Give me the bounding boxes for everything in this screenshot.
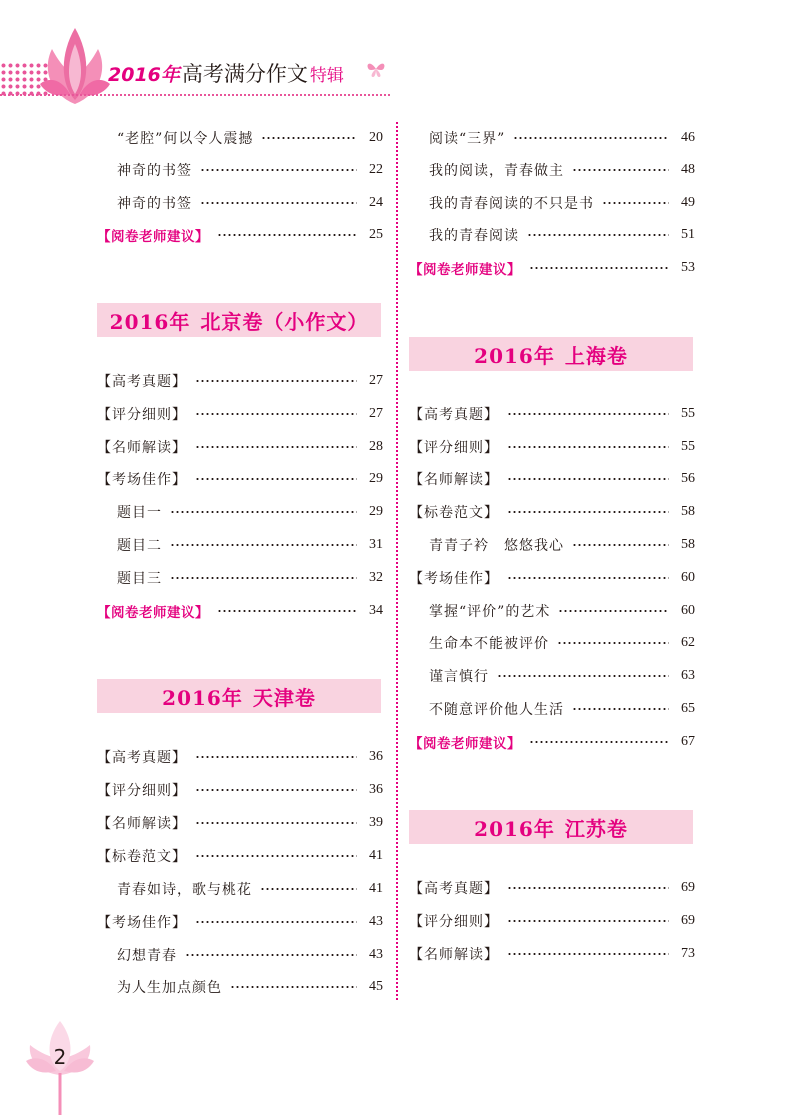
header-title-suffix: 特辑 (309, 66, 344, 86)
toc-entry[interactable] (97, 466, 383, 492)
header-main-title: 高考满分作文 (181, 62, 308, 86)
page-header (0, 0, 790, 110)
toc-entry-page: 20 (369, 130, 383, 145)
toc-entry[interactable] (409, 663, 695, 689)
toc-entry-page: 48 (681, 162, 695, 177)
toc-entry[interactable] (409, 565, 695, 591)
column-divider (396, 122, 398, 1000)
toc-entry[interactable] (97, 125, 383, 151)
toc-entry-page: 62 (681, 635, 695, 650)
toc-entry-page: 36 (369, 749, 383, 764)
toc-entry-page: 27 (369, 373, 383, 388)
dot-leader (507, 476, 669, 482)
toc-entry-title: “老腔”何以令人震撼 (117, 131, 254, 147)
dot-leader (513, 135, 669, 141)
toc-entry[interactable] (97, 974, 383, 1000)
toc-entry-page: 46 (681, 130, 695, 145)
toc-entry[interactable] (97, 909, 383, 935)
toc-entry-page: 63 (681, 668, 695, 683)
toc-entry[interactable] (97, 744, 383, 770)
toc-entry[interactable] (97, 565, 383, 591)
toc-entry-title: 神奇的书签 (117, 196, 192, 212)
toc-entry-page: 58 (681, 537, 695, 552)
toc-entry-page: 73 (681, 946, 695, 961)
toc-entry-advice[interactable] (409, 255, 695, 281)
toc-entry-page: 29 (369, 471, 383, 486)
toc-entry[interactable] (409, 401, 695, 427)
dot-leader (572, 167, 669, 173)
toc-entry[interactable] (97, 810, 383, 836)
toc-entry-title: 生命本不能被评价 (429, 636, 549, 652)
toc-entry-title: 【高考真题】 (409, 407, 499, 423)
toc-entry[interactable] (97, 843, 383, 869)
dot-leader (507, 918, 669, 924)
dot-leader (572, 706, 669, 712)
toc-entry-page: 69 (681, 880, 695, 895)
dot-leader (217, 232, 357, 238)
toc-entry-title: 【阅卷老师建议】 (409, 736, 521, 752)
toc-entry[interactable] (97, 434, 383, 460)
dot-leader (195, 820, 357, 826)
toc-entry-title: 【高考真题】 (409, 881, 499, 897)
dot-leader (195, 378, 357, 384)
dot-leader (507, 444, 669, 450)
toc-entry-page: 45 (369, 979, 383, 994)
toc-entry-page: 41 (369, 881, 383, 896)
toc-entry[interactable] (409, 157, 695, 183)
section-year: 2016年 (109, 309, 191, 334)
dot-leader (195, 411, 357, 417)
toc-entry-page: 31 (369, 537, 383, 552)
toc-entry-page: 25 (369, 227, 383, 242)
toc-entry-page: 69 (681, 913, 695, 928)
dot-leader (230, 984, 357, 990)
toc-entry-page: 55 (681, 406, 695, 421)
toc-entry-page: 60 (681, 570, 695, 585)
toc-entry[interactable] (97, 876, 383, 902)
toc-entry-title: 【阅卷老师建议】 (97, 229, 209, 245)
toc-entry-page: 65 (681, 701, 695, 716)
toc-entry-title: 不随意评价他人生活 (429, 702, 564, 718)
toc-entry[interactable] (409, 598, 695, 624)
section-name: 天津卷 (252, 685, 316, 710)
toc-entry-title: 【考场佳作】 (97, 915, 187, 931)
toc-entry-title: 为人生加点颜色 (117, 980, 222, 996)
toc-entry-title: 【评分细则】 (97, 783, 187, 799)
toc-entry-page: 27 (369, 406, 383, 421)
dot-leader (507, 575, 669, 581)
toc-entry-title: 幻想青春 (117, 948, 177, 964)
dot-leader (507, 509, 669, 515)
toc-entry-page: 53 (681, 260, 695, 275)
toc-entry-title: 我的青春阅读 (429, 228, 519, 244)
toc-entry[interactable] (409, 875, 695, 901)
toc-entry-advice[interactable] (97, 598, 383, 624)
toc-entry-title: 【评分细则】 (97, 407, 187, 423)
toc-entry-page: 56 (681, 471, 695, 486)
toc-entry[interactable] (409, 908, 695, 934)
toc-entry[interactable] (409, 434, 695, 460)
toc-entry-page: 39 (369, 815, 383, 830)
dot-leader (217, 608, 357, 614)
toc-entry-title: 题目三 (117, 571, 162, 587)
toc-entry[interactable] (409, 696, 695, 722)
toc-entry-title: 【名师解读】 (409, 472, 499, 488)
dot-leader (507, 411, 669, 417)
toc-entry-title: 题目一 (117, 505, 162, 521)
toc-entry-page: 43 (369, 914, 383, 929)
toc-entry[interactable] (97, 368, 383, 394)
dot-leader (497, 673, 669, 679)
toc-entry-title: 掌握“评价”的艺术 (429, 604, 551, 620)
toc-entry[interactable] (97, 942, 383, 968)
toc-entry[interactable] (409, 125, 695, 151)
section-heading-tianjin (97, 679, 381, 713)
toc-entry-title: 【考场佳作】 (97, 472, 187, 488)
toc-entry-page: 29 (369, 504, 383, 519)
dot-leader (170, 542, 357, 548)
dot-leader (260, 886, 357, 892)
toc-entry-title: 谨言慎行 (429, 669, 489, 685)
toc-entry-title: 【名师解读】 (97, 816, 187, 832)
toc-entry-title: 【阅卷老师建议】 (409, 262, 521, 278)
toc-entry[interactable] (97, 157, 383, 183)
toc-entry[interactable] (409, 466, 695, 492)
toc-entry-title: 【名师解读】 (97, 440, 187, 456)
dot-leader (507, 885, 669, 891)
toc-entry-page: 67 (681, 734, 695, 749)
dot-leader (529, 739, 669, 745)
toc-entry-title: 【高考真题】 (97, 750, 187, 766)
toc-entry-title: 我的青春阅读的不只是书 (429, 196, 594, 212)
toc-entry[interactable] (97, 777, 383, 803)
toc-entry-title: 题目二 (117, 538, 162, 554)
toc-entry-title: 【标卷范文】 (97, 849, 187, 865)
section-year: 2016年 (474, 816, 555, 841)
dot-leader (195, 853, 357, 859)
dot-leader (261, 135, 357, 141)
toc-entry-advice[interactable] (409, 729, 695, 755)
toc-entry-title: 【评分细则】 (409, 914, 499, 930)
section-year: 2016年 (162, 685, 243, 710)
toc-entry-title: 【考场佳作】 (409, 571, 499, 587)
section-year: 2016年 (474, 343, 555, 368)
section-heading-shanghai (409, 337, 693, 371)
toc-entry-title: 【阅卷老师建议】 (97, 605, 209, 621)
dot-leader (170, 575, 357, 581)
toc-entry[interactable] (409, 630, 695, 656)
dot-leader (195, 754, 357, 760)
toc-entry-title: 阅读“三界” (429, 131, 506, 147)
toc-entry[interactable] (97, 499, 383, 525)
toc-entry-page: 58 (681, 504, 695, 519)
toc-entry[interactable] (409, 941, 695, 967)
dot-leader (602, 200, 669, 206)
toc-entry-page: 49 (681, 195, 695, 210)
toc-entry-page: 43 (369, 947, 383, 962)
toc-entry-title: 神奇的书签 (117, 163, 192, 179)
toc-entry-title: 我的阅读，青春做主 (429, 163, 564, 179)
toc-entry-page: 51 (681, 227, 695, 242)
dot-leader (529, 265, 669, 271)
header-dotted-line (0, 94, 390, 96)
toc-entry-title: 【评分细则】 (409, 440, 499, 456)
section-name: 北京卷（小作文） (200, 309, 369, 334)
dot-leader (557, 640, 669, 646)
toc-entry-title: 青春如诗，歌与桃花 (117, 882, 252, 898)
header-title (108, 58, 344, 92)
toc-entry[interactable] (409, 190, 695, 216)
toc-entry-page: 41 (369, 848, 383, 863)
dot-leader (195, 787, 357, 793)
toc-entry-title: 青青子衿 悠悠我心 (429, 538, 564, 554)
section-heading-jiangsu (409, 810, 693, 844)
section-heading-beijing (97, 303, 381, 337)
dot-leader (195, 444, 357, 450)
toc-entry-page: 36 (369, 782, 383, 797)
butterfly-icon (365, 58, 387, 80)
dot-leader (195, 476, 357, 482)
toc-entry-title: 【名师解读】 (409, 947, 499, 963)
dot-leader (527, 232, 669, 238)
section-name: 江苏卷 (564, 816, 628, 841)
toc-entry-page: 32 (369, 570, 383, 585)
toc-entry-page: 24 (369, 195, 383, 210)
section-name: 上海卷 (564, 343, 628, 368)
toc-entry[interactable] (97, 401, 383, 427)
dot-leader (170, 509, 357, 515)
toc-entry[interactable] (409, 532, 695, 558)
toc-entry-advice[interactable] (97, 222, 383, 248)
dot-leader (200, 200, 357, 206)
header-year: 2016年 (108, 64, 180, 86)
dot-leader (195, 919, 357, 925)
toc-entry[interactable] (97, 190, 383, 216)
toc-entry-page: 60 (681, 603, 695, 618)
toc-entry[interactable] (409, 499, 695, 525)
toc-entry-page: 34 (369, 603, 383, 618)
toc-entry[interactable] (409, 222, 695, 248)
toc-entry-page: 55 (681, 439, 695, 454)
dot-leader (507, 951, 669, 957)
toc-entry-page: 22 (369, 162, 383, 177)
toc-entry-title: 【标卷范文】 (409, 505, 499, 521)
dot-leader (185, 952, 357, 958)
toc-entry-title: 【高考真题】 (97, 374, 187, 390)
dot-leader (572, 542, 669, 548)
dot-leader (558, 608, 669, 614)
dot-leader (200, 167, 357, 173)
page-number: 2 (53, 1045, 67, 1069)
toc-entry[interactable] (97, 532, 383, 558)
toc-entry-page: 28 (369, 439, 383, 454)
